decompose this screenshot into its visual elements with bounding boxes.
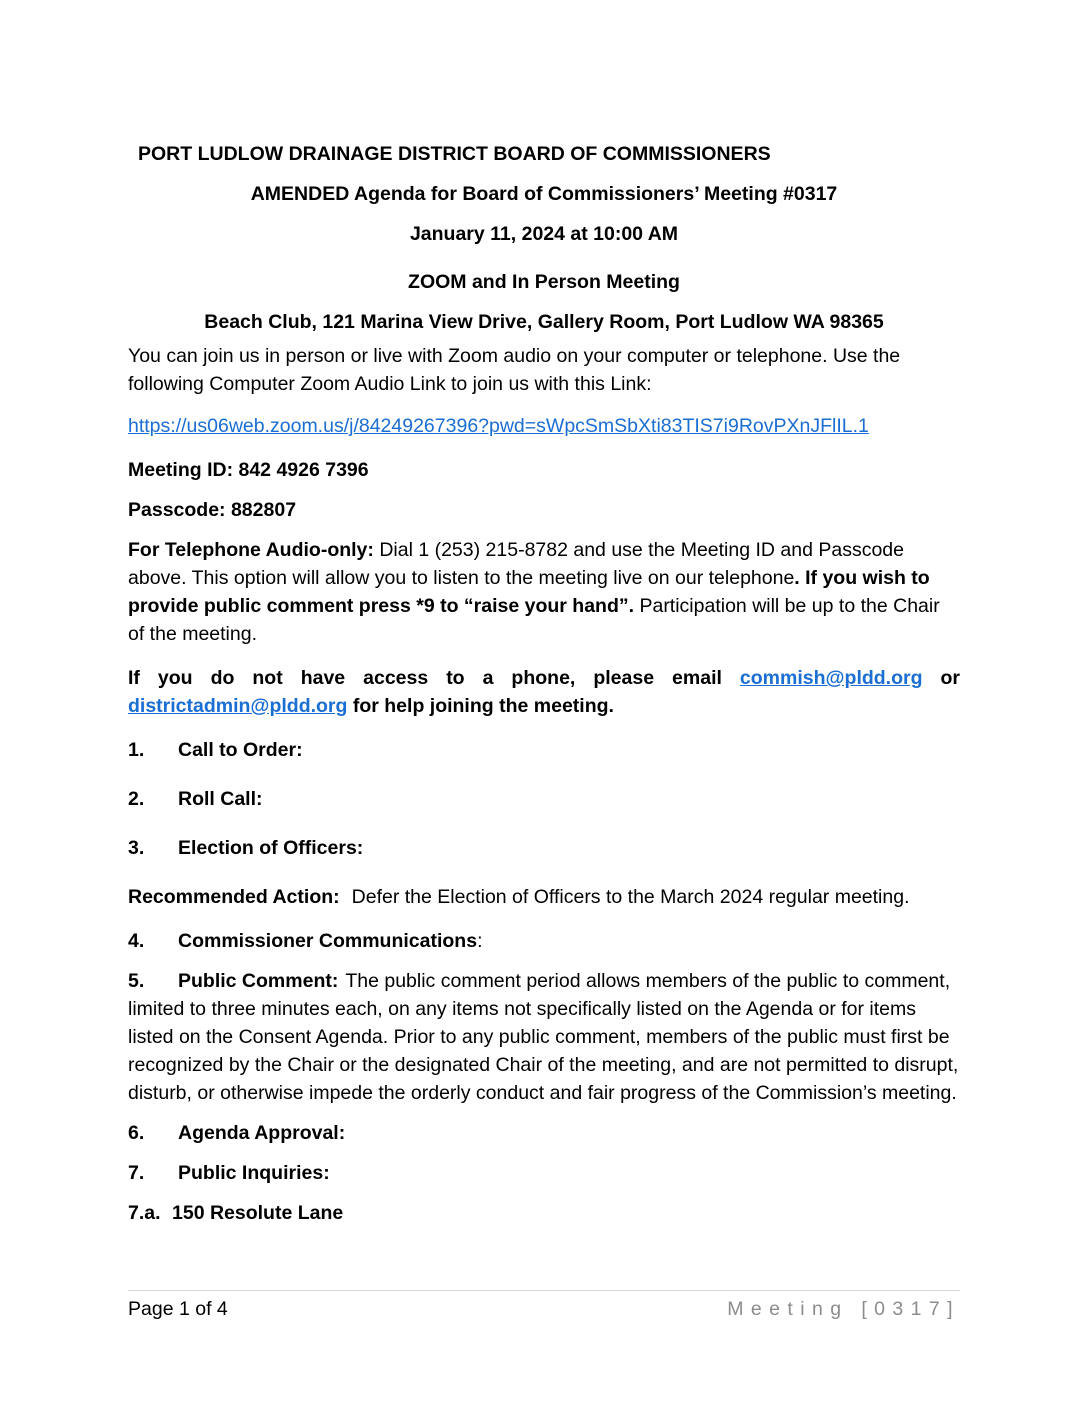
agenda-item-resolute-lane: [128, 1199, 960, 1227]
telephone-audio-label: For Telephone Audio-only:: [128, 539, 374, 561]
agenda-item-public-inquiries: [128, 1159, 960, 1187]
email-help-paragraph: [128, 664, 960, 720]
agenda-item-public-comment: [128, 967, 960, 1107]
zoom-meeting-link[interactable]: https://us06web.zoom.us/j/84249267396?pwd=sWpcSmSbXti83TIS7i9RovPXnJFlIL.1: [128, 415, 869, 437]
item-label: Public Comment:: [178, 970, 339, 992]
meeting-datetime: January 11, 2024 at 10:00 AM: [409, 223, 679, 245]
recommended-action-text: Defer the Election of Officers to the March 2024 regular meeting.: [351, 886, 910, 908]
item-label-colon: :: [477, 930, 483, 952]
telephone-instructions: [128, 536, 960, 648]
raise-hand-note: . If you wish to provide public comment press *9 to “raise your hand”.: [128, 567, 930, 617]
agenda-subtitle: AMENDED Agenda for Board of Commissioners’ Meeting #0317: [250, 183, 838, 205]
document-content: [128, 140, 960, 1239]
meeting-reference: Meeting [0317]: [727, 1298, 960, 1320]
page-number: Page 1 of 4: [128, 1298, 228, 1320]
item-label: Public Inquiries:: [178, 1162, 330, 1184]
participation-note: Participation will be up to the Chair of the meeting.: [128, 595, 940, 645]
zoom-link-paragraph: [128, 412, 960, 440]
item-label: Call to Order:: [178, 739, 303, 761]
item-number: 7.a.: [128, 1202, 161, 1224]
commish-email-link[interactable]: commish@pldd.org: [739, 667, 923, 689]
email-help-post: for help joining the meeting.: [347, 695, 614, 717]
meeting-location: Beach Club, 121 Marina View Drive, Gallery Room, Port Ludlow WA 98365: [204, 311, 884, 333]
item-label: 150 Resolute Lane: [172, 1202, 344, 1224]
agenda-item-call-to-order: [128, 736, 960, 764]
item-number: 3.: [128, 837, 145, 859]
item-label: Election of Officers:: [178, 837, 364, 859]
passcode-line: Passcode: 882807: [128, 499, 297, 521]
agenda-item-roll-call: [128, 785, 960, 813]
recommended-action-label: Recommended Action:: [128, 886, 340, 908]
telephone-dial-text: Dial 1 (253) 215-8782 and use the Meeting ID and Passcode above. This option will allow you to listen to the meeting live on our telephone: [128, 539, 904, 589]
meeting-format: ZOOM and In Person Meeting: [408, 271, 680, 293]
page-footer: [128, 1290, 960, 1321]
item-number: 2.: [128, 788, 145, 810]
public-comment-text: The public comment period allows members of the public to comment, limited to three minutes each, on any items not specifically listed on the Agenda or for items listed on the Consent Agenda. Prior to any public comment, members of the public must first be recognized by the Chair or the designated Chair of the meeting, and are not permitted to disrupt, disturb, or otherwise impede the orderly conduct and fair progress of the Commission’s meeting.: [128, 970, 959, 1104]
item-number: 7.: [128, 1162, 145, 1184]
item-number: 5.: [128, 970, 145, 992]
email-help-pre: If you do not have access to a phone, please email: [128, 667, 740, 689]
item-label: Agenda Approval:: [178, 1122, 346, 1144]
agenda-item-agenda-approval: [128, 1119, 960, 1147]
item-number: 6.: [128, 1122, 145, 1144]
email-help-mid: or: [922, 667, 961, 689]
item-number: 4.: [128, 930, 145, 952]
districtadmin-email-link[interactable]: districtadmin@pldd.org: [128, 695, 348, 717]
document-title: PORT LUDLOW DRAINAGE DISTRICT BOARD OF COMMISSIONERS: [138, 143, 771, 165]
intro-paragraph: You can join us in person or live with Zoom audio on your computer or telephone. Use the following Computer Zoom Audio Link to join us with this Link:: [128, 345, 901, 395]
item-number: 1.: [128, 739, 145, 761]
item-label: Roll Call:: [178, 788, 263, 810]
agenda-item-commissioner-communications: [128, 927, 960, 955]
item-label: Commissioner Communications: [178, 930, 478, 952]
recommended-action-paragraph: [128, 883, 960, 911]
agenda-item-election-of-officers: [128, 834, 960, 862]
meeting-id-line: Meeting ID: 842 4926 7396: [128, 459, 369, 481]
